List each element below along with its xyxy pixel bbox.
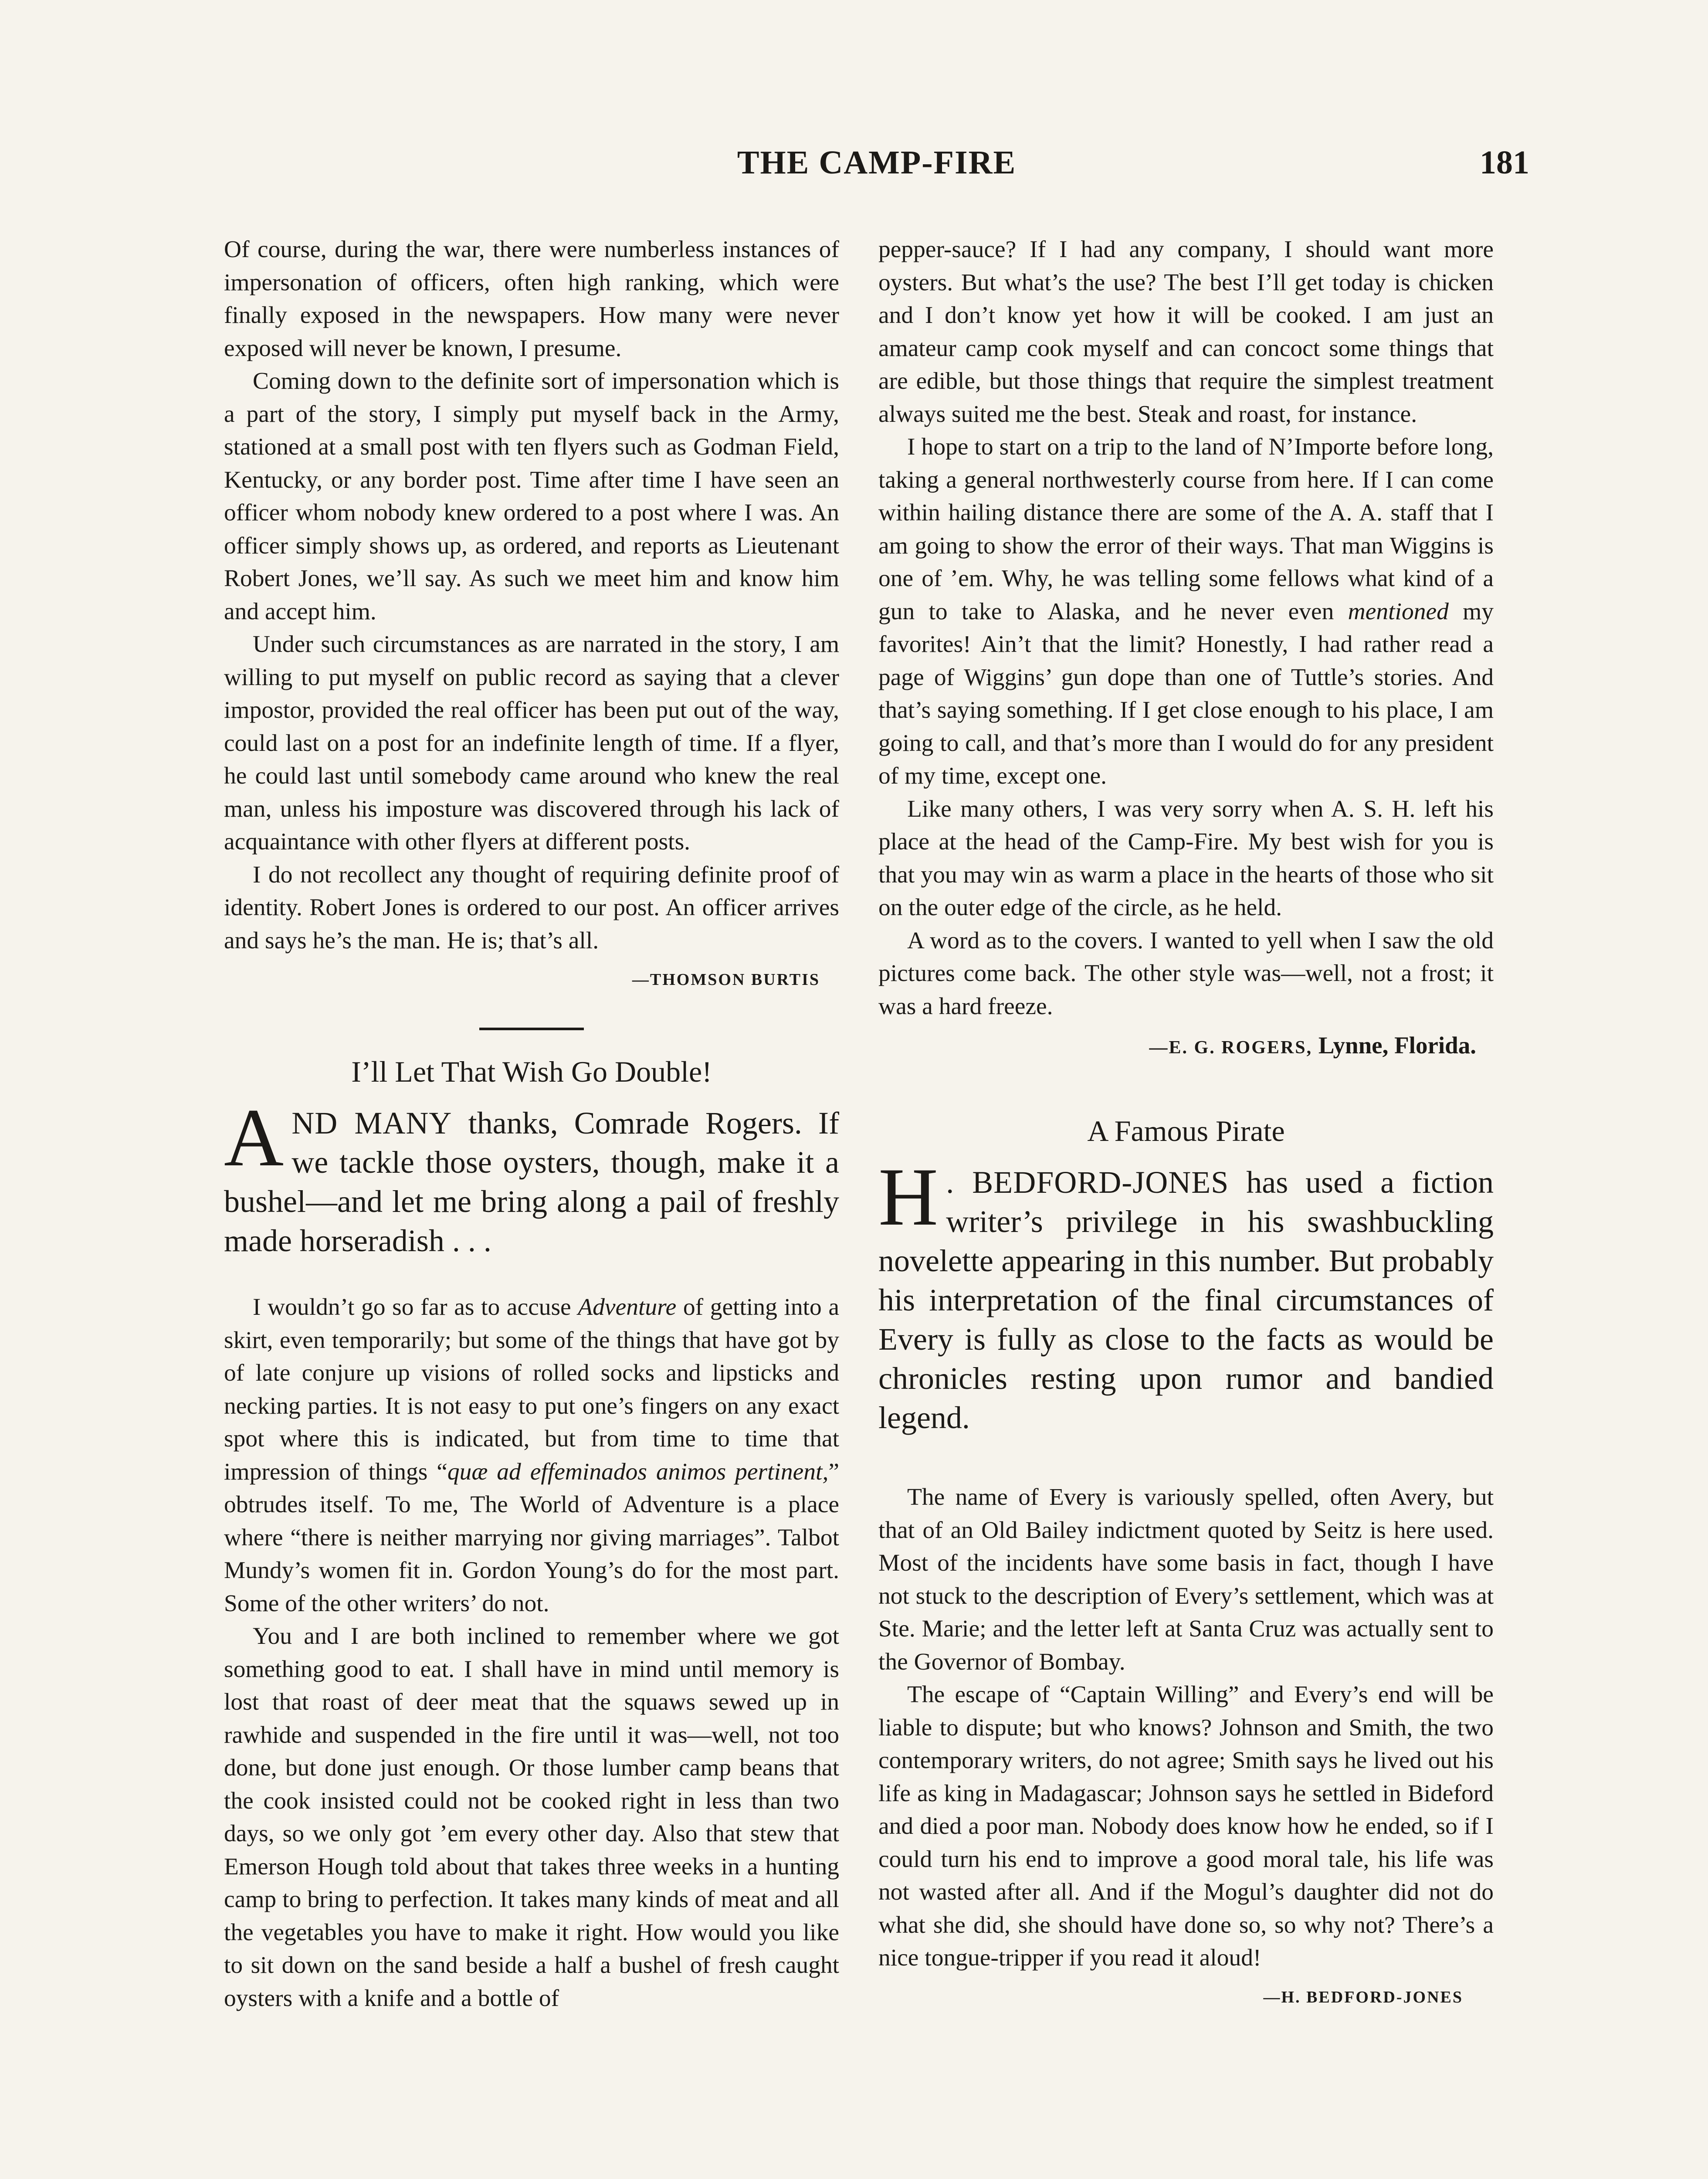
- text-run: ” obtrudes itself. To me, The World of Adventure is a place where “there is neither marrying nor giving marriages”. Talbot Mundy’s women fit in. Gordon Young’s do for the most part. Some of the other writers’ do not.: [224, 1458, 839, 1617]
- lead-smallcaps: . BEDFORD-JONES: [946, 1165, 1229, 1200]
- italic-text: Adventure: [578, 1294, 677, 1320]
- paragraph: A word as to the covers. I wanted to yell when I saw the old pictures come back. The other style was—well, not a frost; it was a hard freeze.: [878, 927, 1494, 1020]
- drop-cap: A: [224, 1092, 284, 1184]
- text-run: I wouldn’t go so far as to accuse: [253, 1294, 578, 1320]
- left-column: [224, 233, 839, 2015]
- paragraph: You and I are both inclined to remember where we got something good to eat. I shall have in mind until memory is lost that roast of deer meat that the squaws sewed up in rawhide and suspended in the fire until it was—well, not too done, but done just enough. Or those lumber camp beans that the cook insisted could not be cooked right in less than two days, so we only got ’em every other day. Also that stew that Emerson Hough told about that takes three weeks in a hunting camp to bring to perfection. It takes many kinds of meat and all the vegetables you have to make it right. How would you like to sit down on the sand beside a half a bushel of fresh caught oysters with a knife and a bottle of: [224, 1623, 839, 2012]
- text-run: I hope to start on a trip to the land of N’Importe before long, taking a general northwesterly course from here. If I can come within hailing distance there are some of the A. A. staff that I am going to show the error of their ways. That man Wiggins is one of ’em. Why, he was telling some fellows what kind of a gun to take to Alaska, and he never even: [878, 434, 1494, 625]
- spacer: [878, 1061, 1494, 1103]
- lead-smallcaps: ND MANY: [291, 1106, 452, 1140]
- section-divider: [479, 1028, 584, 1030]
- paragraph: The name of Every is variously spelled, often Avery, but that of an Old Bailey indictment quoted by Seitz is here used. Most of the incidents have some basis in fact, though I have not stuck to the description of Every’s settlement, which was at Ste. Marie; and the letter left at Santa Cruz was actually sent to the Governor of Bombay.: [878, 1484, 1494, 1675]
- paragraph: [224, 1291, 839, 1620]
- paragraph: Like many others, I was very sorry when A. S. H. left his place at the head of the Camp-Fire. My best wish for you is that you may win as warm a place in the hearts of those who sit on the outer edge of the circle, as he held.: [878, 795, 1494, 921]
- lead-text: has used a fiction writer’s privilege in his swashbuckling novelette appearing in this number. But probably his interpretation of the final circumstances of Every is fully as close to the facts as would be chronicles resting upon rumor and bandied legend.: [878, 1165, 1494, 1435]
- paragraph: [878, 431, 1494, 793]
- drop-cap: H: [878, 1151, 939, 1243]
- right-column: [878, 233, 1494, 2010]
- paragraph: pepper-sauce? If I had any company, I should want more oysters. But what’s the use? The best I’ll get today is chicken and I don’t know yet how it will be cooked. I am just an amateur camp cook myself and can concoct some things that are edible, but those things that require the simplest treatment always suited me the best. Steak and roast, for instance.: [878, 236, 1494, 428]
- signature-h-bedford-jones: —H. BEDFORD-JONES: [1263, 1988, 1463, 2006]
- signature-thomson-burtis: —THOMSON BURTIS: [632, 971, 820, 989]
- paragraph: Under such circumstances as are narrated in the story, I am willing to put myself on public record as saying that a clever impostor, provided the real officer has been put out of the way, could last on a post for an indefinite length of time. If a flyer, he could last until somebody came around who knew the real man, unless his imposture was discovered through his lack of acquaintance with other flyers at different posts.: [224, 631, 839, 855]
- italic-text: quæ ad effeminados animos pertinent,: [447, 1458, 829, 1485]
- lead-paragraph: [878, 1151, 1494, 1437]
- section-heading: I’ll Let That Wish Go Double!: [351, 1055, 712, 1088]
- spacer: [878, 1437, 1494, 1481]
- section-heading: A Famous Pirate: [1087, 1114, 1285, 1147]
- page-number: 181: [1480, 144, 1529, 181]
- text-run: of getting into a skirt, even temporarily; but some of the things that have got by of late conjure up visions of rolled socks and lipsticks and necking parties. It is not easy to put one’s fingers on any exact spot where this is indicated, but from time to time that impression of things “: [224, 1294, 839, 1485]
- italic-text: mentioned: [1348, 598, 1449, 625]
- page-header: [224, 144, 1529, 196]
- spacer: [224, 1260, 839, 1291]
- lead-text: thanks, Comrade Rogers. If we tackle those oysters, though, make it a bushel—and let me bring along a pail of freshly made horseradish . . .: [224, 1106, 840, 1258]
- paragraph: Of course, during the war, there were numberless instances of impersonation of officers, often high ranking, which were finally exposed in the newspapers. How many were never exposed will never be known, I presume.: [224, 236, 839, 362]
- signature-e-g-rogers: [878, 1032, 1476, 1061]
- paragraph: I do not recollect any thought of requiring definite proof of identity. Robert Jones is ordered to our post. An officer arrives and says he’s the man. He is; that’s all.: [224, 861, 839, 954]
- lead-paragraph: [224, 1092, 840, 1260]
- signature-place: Lynne, Florida.: [1312, 1032, 1476, 1059]
- text-run: my favorites! Ain’t that the limit? Honestly, I had rather read a page of Wiggins’ gun dope than one of Tuttle’s stories. And that’s saying something. If I get close enough to his place, I am going to call, and that’s more than I would do for any president of my time, except one.: [878, 598, 1494, 789]
- signature-name: —E. G. ROGERS,: [1149, 1038, 1313, 1058]
- running-title: THE CAMP-FIRE: [737, 144, 1017, 181]
- paragraph: The escape of “Captain Willing” and Every’s end will be liable to dispute; but who knows? Johnson and Smith, the two contemporary writers, do not agree; Smith says he lived out his life as king in Madagascar; Johnson says he settled in Bideford and died a poor man. Nobody does know how he ended, so if I could turn his end to improve a good moral tale, his life was not wasted after all. And if the Mogul’s daughter did not do what she did, she should have done so, so why not? There’s a nice tongue-tripper if you read it aloud!: [878, 1681, 1494, 1971]
- paragraph: Coming down to the definite sort of impersonation which is a part of the story, I simply put myself back in the Army, stationed at a small post with ten flyers such as Godman Field, Kentucky, or any border post. Time after time I have seen an officer whom nobody knew ordered to a post where I was. An officer simply shows up, as ordered, and reports as Lieutenant Robert Jones, we’ll say. As such we meet him and know him and accept him.: [224, 368, 839, 625]
